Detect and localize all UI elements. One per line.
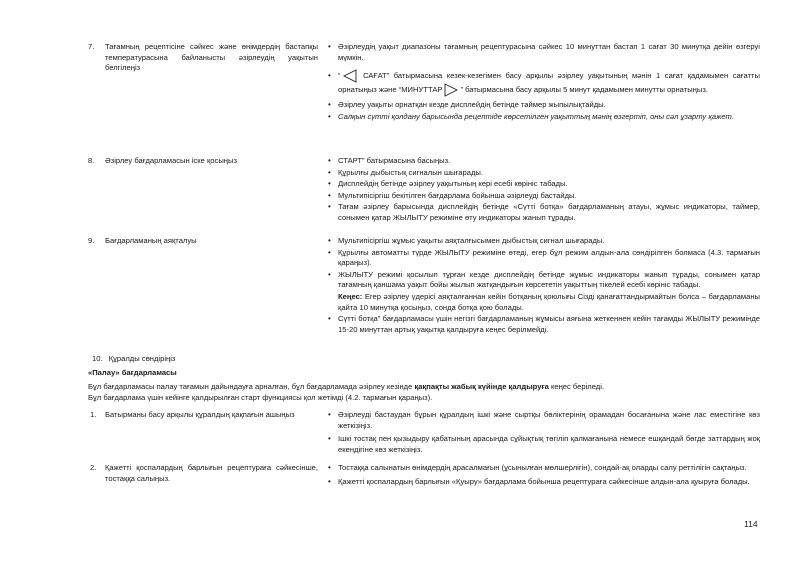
advice-label: Кеңес: xyxy=(338,291,363,301)
advice-text: Егер әзірлеу үдерісі аяқталғаннан кейін ботқаның қоюлығы Сізді қанағаттандырмайтын болса – бағдарламаны қайта 10 минутқа қосыңыз, сонда ботқа қою болады. xyxy=(338,291,760,312)
intro-text: Бұл бағдарламасы палау тағамын дайындауға арналған, бұл бағдарламада әзірлеу кезінде xyxy=(88,382,415,391)
step-label: Тағамның рецептісіне сәйкес және өнімдердің бастапқы температурасына байланысты әзірлеудің уақытын белгілеңіз xyxy=(105,42,318,73)
step-number: 2. xyxy=(90,463,97,472)
section-title: «Палау» бағдарламасы xyxy=(88,368,177,377)
advice-note xyxy=(328,292,760,313)
step-label: Бағдарламаның аяқталуы xyxy=(105,236,197,245)
section-intro-2: Бұл бағдарлама үшін кейінге қалдырылған старт функциясы қол жетімді (4.2. тармағын қараңыз). xyxy=(88,393,433,402)
triangle-right-icon xyxy=(444,83,458,97)
list-item: • Әзірлеуді бастаудан бұрын құралдың ішкі және сыртқы бөліктерінің орамадан босағанына және лас еместігіне көз жеткізіңіз. xyxy=(328,410,760,431)
triangle-left-icon xyxy=(343,69,357,83)
list-item: • Тостаққа салынатын өнімдердің арасалмағын (ұсынылған мөлшерлігін), сондай-ақ оларды салу реттілігін сақтаңыз. xyxy=(328,463,760,474)
step-7-details xyxy=(328,42,760,123)
page-number: 114 xyxy=(744,519,758,529)
hours-text: САҒАТ” батырмасына кезек-кезегімен басу арқылы әзірлеу уақытының мәнін 1 сағат қадамымен сағатты орнатыңыз және “МИНУТТАР xyxy=(338,71,760,95)
step-label: Батырманы басу арқылы құралдың қақпағын ашыңыз xyxy=(105,410,295,419)
list-item: • Ішкі тостақ пен қызыдыру қабатының арасында сұйықтық төгіліп қалмағанына немесе ешқандай бөгде заттардың жоқ екендігіне көз жеткізіңіз. xyxy=(328,434,760,455)
list-item: • Құрылғы дыбыстық сигналын шығарады. xyxy=(328,168,760,179)
list-item: • Мультипісіргіш бекітілген бағдарлама бойынша әзірлеуді бастайды. xyxy=(328,191,760,202)
list-item: • Сүтті ботқа” бағдарламасы үшін негізгі бағдарламаның жұмысы аяғына жеткеннен кейін тағамды ЖЫЛЫТУ режимінде 15-20 минуттан артық уақытқа қалдыруға кеңес берілмейді. xyxy=(328,314,760,335)
step-label: Әзірлеу бағдарламасын іске қосыңыз xyxy=(105,156,237,165)
list-item: • Құрылғы автоматты түрде ЖЫЛЫТУ режиміне өтеді, егер бұл режим алдын-ала сөндірілген болмаса (4.3. тармағын қараңыз). xyxy=(328,248,760,269)
intro-bold: қақпақты жабық күйінде қалдыруға xyxy=(414,382,549,391)
section-intro-1 xyxy=(88,382,760,393)
step-number: 1. xyxy=(90,410,97,419)
step-number: 10. xyxy=(92,354,103,363)
step-label: Қажетті қоспалардың барлығын рецептураға сәйкесінше, тостаққа салыңыз. xyxy=(105,463,318,483)
step-label: Құралды сөндіріңіз xyxy=(108,354,176,363)
step-number: 8. xyxy=(88,156,95,165)
step-number: 7. xyxy=(88,42,95,51)
quote-text: “ xyxy=(338,71,341,81)
palau-step-1-details xyxy=(328,410,760,456)
list-item xyxy=(328,69,760,97)
list-item: • Дисплейдің бетінде әзірлеу уақытының кері есебі көрініс табады. xyxy=(328,179,760,190)
step-number: 9. xyxy=(88,236,95,245)
step-9-details xyxy=(328,236,760,336)
step-8-details xyxy=(328,156,760,225)
minutes-text: ” батырмасына басу арқылы 5 минут қадамымен минутты орнатыңыз. xyxy=(460,85,708,95)
list-item: • ЖЫЛЫТУ режимі қосылып тұрған кезде дисплейдің бетінде жұмыс индикаторы жанып тұрады, сонымен қатар тағамның қаншама уақыт бойы жылып жатқандығын көрсететін уақыттың тікелей есебі көрініс табады. xyxy=(328,270,760,291)
list-item: • Мультипісіргіш жұмыс уақыты аяқталғысымен дыбыстық сигнал шығарады. xyxy=(328,236,760,247)
step-10 xyxy=(88,354,760,365)
list-item: • Салқын сүтті қолдану барысында рецептіде көрсетілген уақыттың мәнің өзгертіп, оны сәл ұзарту қажет. xyxy=(328,112,760,123)
intro-text-end: кеңес беріледі. xyxy=(548,382,605,391)
list-item: • СТАРТ” батырмасына басыңыз. xyxy=(328,156,760,167)
list-item: • Тағам әзірлеу барысында дисплейдің бетінде «Сүтті ботқа» бағдарламаның атауы, жұмыс индикаторы, таймер, сонымен қатар ЖЫЛЫТУ режиміне өту индикаторы жанып тұрады. xyxy=(328,202,760,223)
list-item: • Қажетті қоспалардың барлығын «Қуыру» бағдарлама бойынша рецептураға сәйкесінше алдын-ала қуыруға болады. xyxy=(328,477,760,488)
list-item: • Әзірлеудің уақыт диапазоны тағамның рецептурасына сәйкес 10 минуттан бастап 1 сағат 30 минутқа дейін өзгеруі мүмкін. xyxy=(328,42,760,63)
palau-step-2-details xyxy=(328,463,760,488)
list-item: • Әзірлеу уақыты орнатқан кезде дисплейдің бетінде таймер жыпылықтайды. xyxy=(328,100,760,111)
